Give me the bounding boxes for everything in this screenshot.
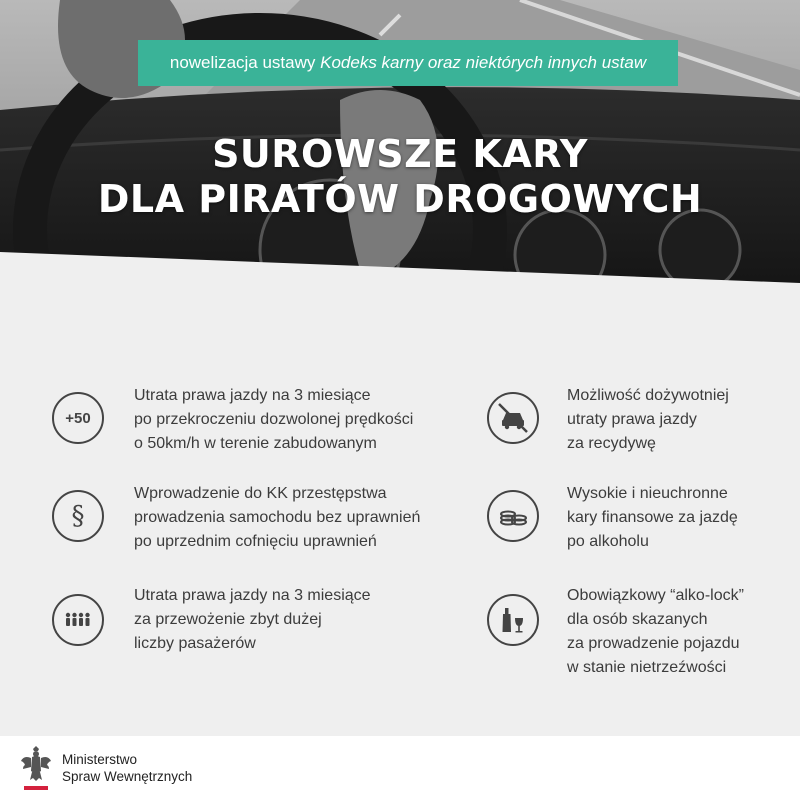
plus-50-icon: +50 <box>52 392 104 444</box>
item-driving-without-license-text: Wprowadzenie do KK przestępstwa prowadzenia samochodu bez uprawnień po uprzednim cofnięciu uprawnień <box>134 485 421 550</box>
no-car-icon <box>487 392 539 444</box>
title-line-1: SUROWSZE KARY <box>212 132 588 176</box>
page-title <box>0 132 800 222</box>
item-speeding-text: Utrata prawa jazdy na 3 miesiące po przekroczeniu dozwolonej prędkości o 50km/h w terenie zabudowanym <box>134 387 414 452</box>
passengers-icon <box>52 594 104 646</box>
item-lifetime-ban-text: Możliwość dożywotniej utraty prawa jazdy za recydywę <box>567 387 729 452</box>
subtitle-banner <box>138 40 678 86</box>
paragraph-icon: § <box>52 490 104 542</box>
ministry-red-bar <box>24 786 48 790</box>
item-passengers-text: Utrata prawa jazdy na 3 miesiące za przewożenie zbyt dużej liczby pasażerów <box>134 587 371 652</box>
title-line-2: DLA PIRATÓW DROGOWYCH <box>97 177 703 221</box>
alcohol-icon <box>487 594 539 646</box>
subtitle-italic-text: Kodeks karny oraz niektórych innych ustaw <box>320 53 647 72</box>
item-alcolock-text: Obowiązkowy “alko-lock” dla osób skazanych za prowadzenie pojazdu w stanie nietrzeźwości <box>567 587 744 676</box>
polish-eagle-icon <box>20 745 52 785</box>
item-fines-text: Wysokie i nieuchronne kary finansowe za jazdę po alkoholu <box>567 485 738 550</box>
subtitle-plain-text: nowelizacja ustawy <box>169 53 316 72</box>
coins-icon <box>487 490 539 542</box>
ministry-name: Ministerstwo Spraw Wewnętrznych <box>62 752 193 784</box>
